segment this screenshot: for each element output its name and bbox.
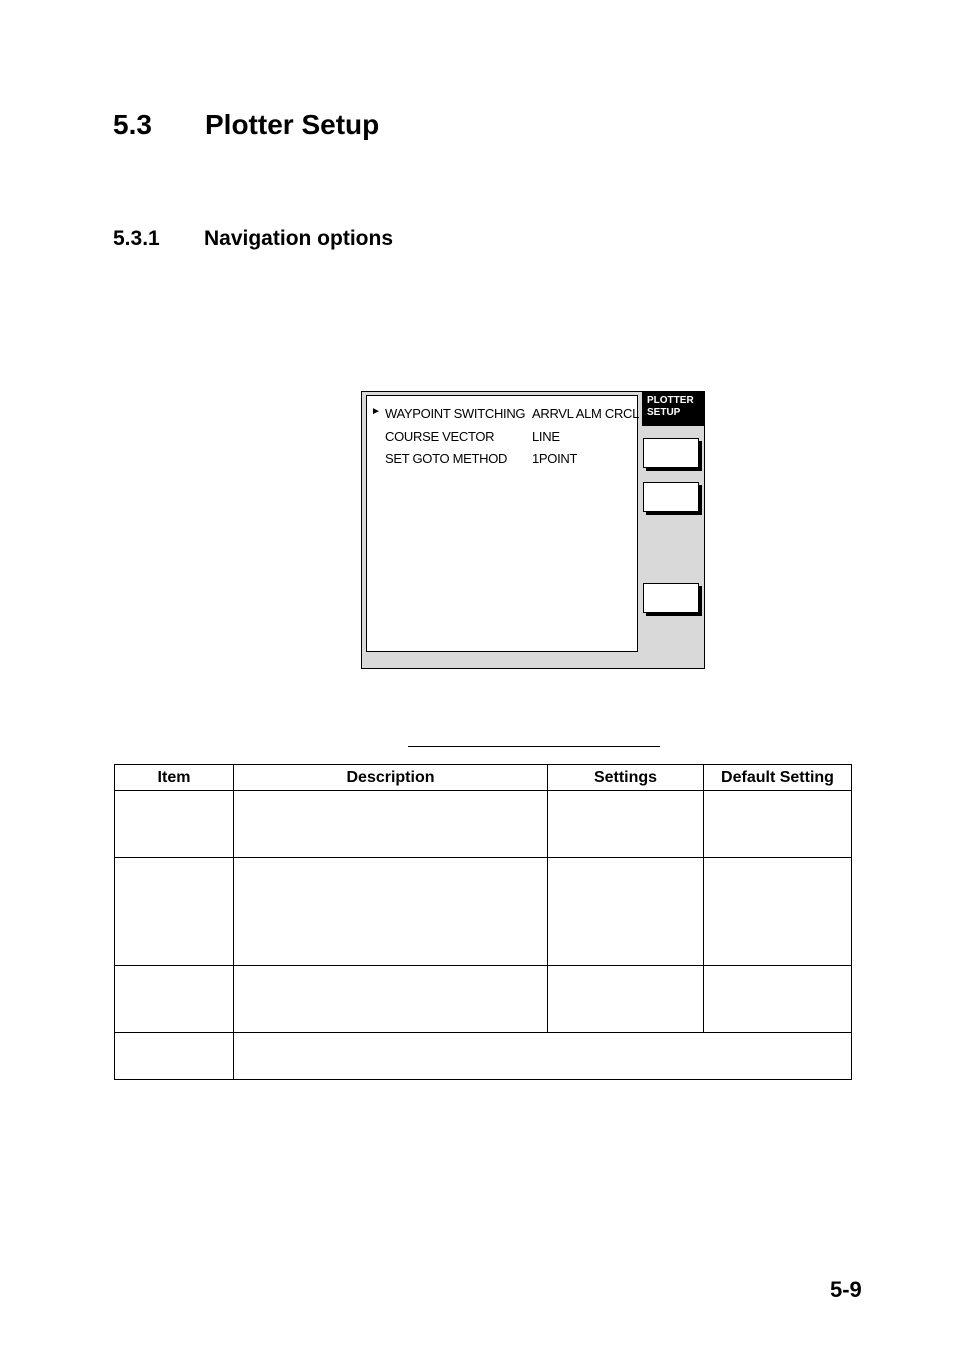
section-number: 5.3	[113, 109, 152, 140]
softkey-title	[642, 392, 705, 426]
table-cell	[704, 791, 852, 858]
column-header-settings: Settings	[548, 765, 704, 791]
subsection-number: 5.3.1	[113, 227, 160, 250]
softkey-2[interactable]	[643, 482, 699, 512]
menu-item-value: ARRVL ALM CRCL	[532, 406, 640, 421]
table-cell	[548, 966, 704, 1033]
table-row	[115, 791, 852, 858]
section-title: Plotter Setup	[205, 109, 380, 140]
softkey-title-line2: SETUP	[647, 407, 681, 418]
table-header-row	[115, 765, 852, 791]
menu-item-label: COURSE VECTOR	[385, 429, 495, 444]
table-cell	[115, 966, 234, 1033]
table-cell	[234, 966, 548, 1033]
column-header-default-setting: Default Setting	[704, 765, 852, 791]
table-row	[115, 966, 852, 1033]
menu-panel	[366, 395, 638, 652]
column-header-item: Item	[115, 765, 234, 791]
table-row	[115, 858, 852, 966]
subsection-title: Navigation options	[204, 227, 393, 250]
table-row	[115, 1033, 852, 1080]
table-cell	[234, 858, 548, 966]
table-cell-merged	[234, 1033, 852, 1080]
plotter-setup-screen	[361, 391, 705, 669]
cursor-arrow-icon: ►	[371, 406, 381, 417]
table-cell	[234, 791, 548, 858]
menu-item-label: SET GOTO METHOD	[385, 451, 508, 466]
menu-item-value: LINE	[532, 429, 560, 444]
settings-table	[114, 764, 852, 1080]
table-cell	[115, 791, 234, 858]
table-cell	[704, 858, 852, 966]
menu-item-value: 1POINT	[532, 451, 578, 466]
table-cell	[548, 791, 704, 858]
softkey-title-line1: PLOTTER	[647, 395, 694, 406]
table-cell	[115, 1033, 234, 1080]
column-header-description: Description	[234, 765, 548, 791]
page-number: 5-9	[830, 1277, 862, 1302]
softkey-1[interactable]	[643, 438, 699, 468]
table-cell	[704, 966, 852, 1033]
table-cell	[115, 858, 234, 966]
menu-item-label: WAYPOINT SWITCHING	[385, 406, 526, 421]
softkey-3[interactable]	[643, 583, 699, 613]
table-cell	[548, 858, 704, 966]
caption-underline	[408, 746, 660, 747]
